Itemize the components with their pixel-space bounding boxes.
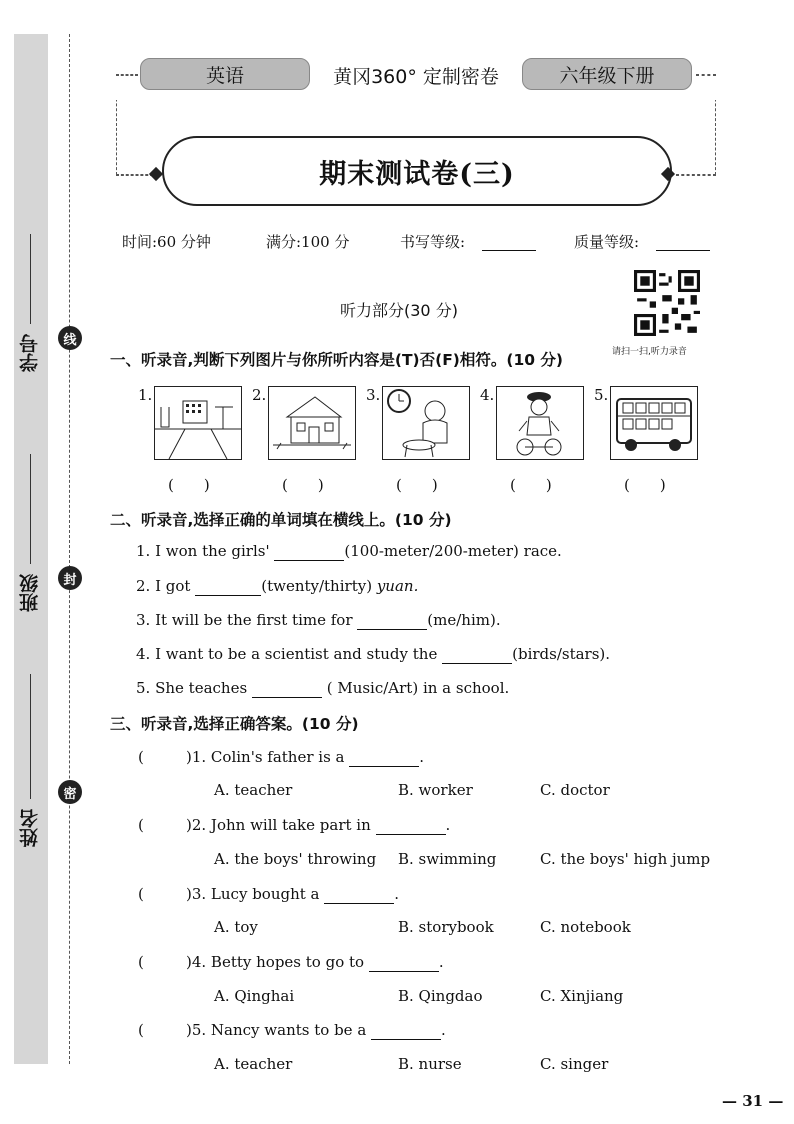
mc-question-3-text: )3. Lucy bought a bbox=[186, 885, 320, 903]
mc-question-2-end: . bbox=[445, 816, 451, 834]
pic-number-4: 4. bbox=[480, 386, 495, 404]
school-building-icon bbox=[154, 386, 242, 460]
qr-code-icon[interactable] bbox=[634, 270, 700, 336]
mc-answer-paren-1[interactable]: ( bbox=[138, 748, 144, 766]
mc-question-5-end: . bbox=[441, 1021, 446, 1039]
mc-blank-2 bbox=[376, 816, 446, 835]
mc-question-5-text: )5. Nancy wants to be a bbox=[186, 1021, 367, 1039]
section3-heading: 三、听录音,选择正确答案。(10 分) bbox=[110, 715, 359, 733]
answer-paren-3[interactable]: ( ) bbox=[396, 476, 438, 494]
fill-line-1-options: (100-meter/200-meter) race. bbox=[344, 542, 562, 560]
boy-clock-icon bbox=[382, 386, 470, 460]
fill-blank-4[interactable] bbox=[442, 645, 512, 664]
mc-question-4-end: . bbox=[438, 953, 444, 971]
pic-number-5: 5. bbox=[594, 386, 609, 404]
fill-line-3-text: 3. It will be the first time for bbox=[136, 611, 353, 629]
writing-grade-label: 书写等级: bbox=[400, 233, 466, 251]
subject-pill: 英语 bbox=[140, 58, 310, 90]
binding-strip bbox=[14, 34, 48, 1064]
student-id-label: 学号 bbox=[19, 334, 41, 372]
fill-blank-3[interactable] bbox=[357, 611, 427, 630]
section2-heading: 二、听录音,选择正确的单词填在横线上。(10 分) bbox=[110, 511, 452, 529]
mc-question-1-end: . bbox=[419, 748, 425, 766]
fill-line-5 bbox=[136, 679, 509, 698]
fill-blank-5[interactable] bbox=[252, 679, 322, 698]
seal-xian: 线 bbox=[58, 326, 82, 350]
answer-paren-4[interactable]: ( ) bbox=[510, 476, 552, 494]
fill-line-2-options: (twenty/thirty) bbox=[261, 577, 373, 595]
mc-3-option-a[interactable]: A. toy bbox=[214, 918, 258, 936]
mc-4-option-b[interactable]: B. Qingdao bbox=[398, 987, 483, 1005]
mc-question-3-end: . bbox=[394, 885, 400, 903]
mc-2-option-c[interactable]: C. the boys' high jump bbox=[540, 850, 711, 868]
score-info: 满分:100 分 bbox=[266, 233, 350, 251]
seal-feng: 封 bbox=[58, 566, 82, 590]
page-number: — 31 — bbox=[722, 1092, 784, 1110]
answer-paren-1[interactable]: ( ) bbox=[168, 476, 210, 494]
mc-1-option-c[interactable]: C. doctor bbox=[540, 781, 610, 799]
mc-answer-paren-4[interactable]: ( bbox=[138, 953, 144, 971]
mc-question-2-text: )2. John will take part in bbox=[186, 816, 371, 834]
mc-blank-3 bbox=[324, 885, 394, 904]
mc-1-option-b[interactable]: B. worker bbox=[398, 781, 473, 799]
mc-question-3 bbox=[186, 885, 399, 904]
fill-line-3 bbox=[136, 611, 501, 630]
mc-answer-paren-2[interactable]: ( bbox=[138, 816, 144, 834]
mc-blank-5 bbox=[371, 1021, 441, 1040]
fill-line-3-options: (me/him). bbox=[427, 611, 501, 629]
mc-answer-paren-3[interactable]: ( bbox=[138, 885, 144, 903]
fill-line-5-text: 5. She teaches bbox=[136, 679, 248, 697]
grade-pill: 六年级下册 bbox=[522, 58, 692, 90]
fill-line-2 bbox=[136, 577, 418, 596]
class-line bbox=[30, 454, 31, 564]
fill-line-4-text: 4. I want to be a scientist and study the bbox=[136, 645, 438, 663]
mc-question-4-text: )4. Betty hopes to go to bbox=[186, 953, 365, 971]
pic-number-3: 3. bbox=[366, 386, 381, 404]
pic-number-1: 1. bbox=[138, 386, 153, 404]
name-label: 姓名 bbox=[19, 809, 41, 847]
student-id-line bbox=[30, 234, 31, 324]
mc-blank-4 bbox=[369, 953, 439, 972]
fill-line-1 bbox=[136, 542, 562, 561]
quality-grade-blank[interactable] bbox=[656, 232, 710, 251]
mc-3-option-b[interactable]: B. storybook bbox=[398, 918, 494, 936]
class-label: 班级 bbox=[19, 574, 41, 612]
writing-grade-blank[interactable] bbox=[482, 232, 536, 251]
fill-line-2-text: 2. I got bbox=[136, 577, 191, 595]
mc-3-option-c[interactable]: C. notebook bbox=[540, 918, 631, 936]
name-line bbox=[30, 674, 31, 799]
mc-question-2 bbox=[186, 816, 450, 835]
mc-question-1-text: )1. Colin's father is a bbox=[186, 748, 345, 766]
series-title: 黄冈360° 定制密卷 bbox=[333, 66, 499, 88]
mc-answer-paren-5[interactable]: ( bbox=[138, 1021, 144, 1039]
mc-2-option-b[interactable]: B. swimming bbox=[398, 850, 497, 868]
mc-4-option-c[interactable]: C. Xinjiang bbox=[540, 987, 624, 1005]
mc-blank-1 bbox=[349, 748, 419, 767]
answer-paren-5[interactable]: ( ) bbox=[624, 476, 666, 494]
time-info: 时间:60 分钟 bbox=[122, 233, 211, 251]
double-decker-bus-icon bbox=[610, 386, 698, 460]
mc-question-5 bbox=[186, 1021, 446, 1040]
section1-heading: 一、听录音,判断下列图片与你所听内容是(T)否(F)相符。(10 分) bbox=[110, 351, 564, 369]
fill-line-5-options: ( Music/Art) in a school. bbox=[326, 679, 510, 697]
fill-blank-2[interactable] bbox=[195, 577, 261, 596]
qr-caption: 请扫一扫,听力录音 bbox=[612, 347, 687, 357]
quality-grade-label: 质量等级: bbox=[574, 233, 640, 251]
listening-heading: 听力部分(30 分) bbox=[340, 301, 458, 320]
fill-line-4-options: (birds/stars). bbox=[512, 645, 611, 663]
mc-5-option-b[interactable]: B. nurse bbox=[398, 1055, 462, 1073]
pic-number-2: 2. bbox=[252, 386, 267, 404]
fill-line-1-text: 1. I won the girls' bbox=[136, 542, 270, 560]
mc-question-4 bbox=[186, 953, 444, 972]
binding-dashed-line bbox=[69, 34, 70, 1064]
kid-bike-icon bbox=[496, 386, 584, 460]
answer-paren-2[interactable]: ( ) bbox=[282, 476, 324, 494]
mc-4-option-a[interactable]: A. Qinghai bbox=[214, 987, 295, 1005]
fill-line-4 bbox=[136, 645, 610, 664]
mc-5-option-a[interactable]: A. teacher bbox=[214, 1055, 293, 1073]
fill-blank-1[interactable] bbox=[274, 542, 344, 561]
seal-mi: 密 bbox=[58, 780, 82, 804]
fill-line-2-unit: yuan. bbox=[376, 577, 419, 595]
mc-5-option-c[interactable]: C. singer bbox=[540, 1055, 609, 1073]
house-icon bbox=[268, 386, 356, 460]
title-frame bbox=[162, 136, 672, 206]
page-title: 期末测试卷(三) bbox=[319, 158, 515, 190]
mc-2-option-a[interactable]: A. the boys' throwing bbox=[214, 850, 377, 868]
mc-1-option-a[interactable]: A. teacher bbox=[214, 781, 293, 799]
mc-question-1 bbox=[186, 748, 424, 767]
